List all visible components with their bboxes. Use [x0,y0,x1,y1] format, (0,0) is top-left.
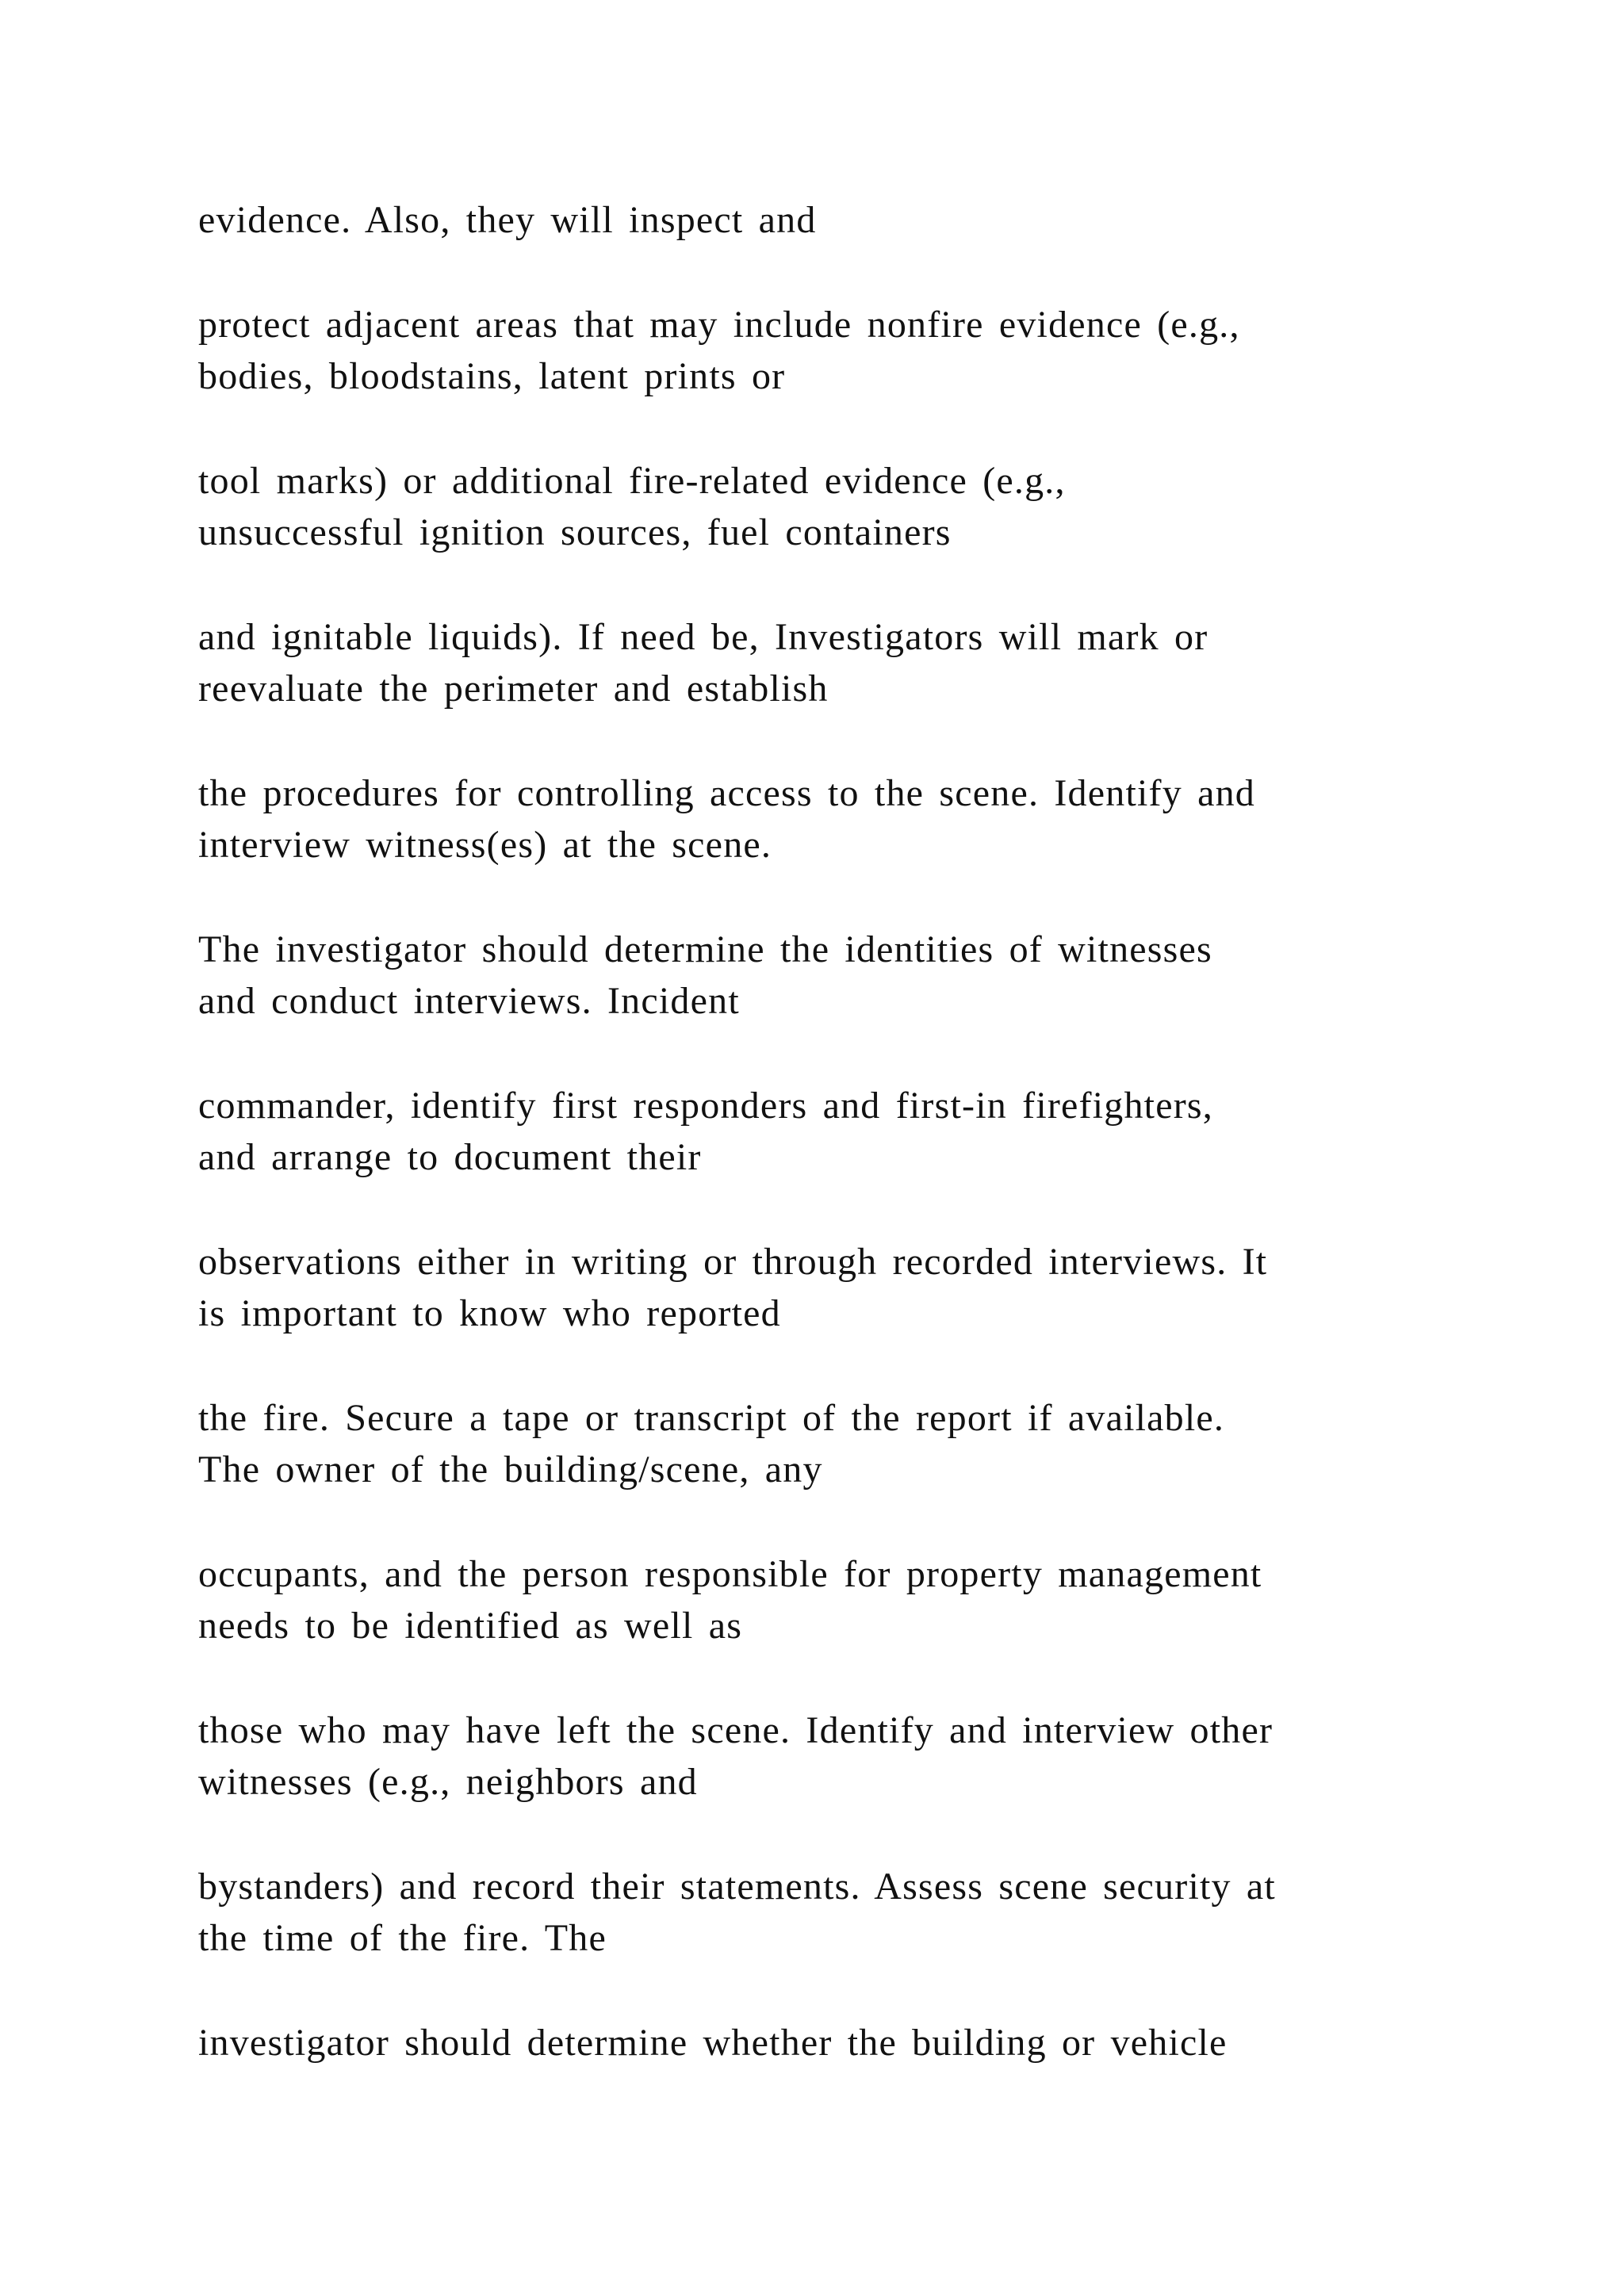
document-body [198,194,1467,2122]
text-line: bystanders) and record their statements. Assess scene security at [198,1866,1276,1908]
paragraph-9 [198,1392,1467,1495]
text-line: observations either in writing or through recorded interviews. It [198,1241,1268,1283]
text-line: the time of the fire. The [198,1917,607,1959]
paragraph-8 [198,1236,1467,1339]
text-line: bodies, bloodstains, latent prints or [198,355,786,397]
text-line: evidence. Also, they will inspect and [198,199,817,241]
text-line: occupants, and the person responsible for property management [198,1553,1262,1595]
text-line: and ignitable liquids). If need be, Investigators will mark or [198,616,1208,658]
paragraph-4 [198,611,1467,714]
text-line: unsuccessful ignition sources, fuel containers [198,511,952,553]
paragraph-5 [198,767,1467,871]
text-line: and arrange to document their [198,1136,702,1178]
text-line: the fire. Secure a tape or transcript of the report if available. [198,1397,1225,1439]
paragraph-1 [198,194,1467,246]
text-line: The owner of the building/scene, any [198,1448,823,1490]
paragraph-11 [198,1705,1467,1808]
text-line: those who may have left the scene. Identify and interview other [198,1709,1274,1751]
text-line: witnesses (e.g., neighbors and [198,1761,698,1803]
paragraph-3 [198,455,1467,558]
text-line: protect adjacent areas that may include nonfire evidence (e.g., [198,304,1240,346]
text-line: commander, identify first responders and first-in firefighters, [198,1085,1213,1127]
text-line: needs to be identified as well as [198,1605,743,1647]
paragraph-13 [198,2017,1467,2068]
paragraph-7 [198,1080,1467,1183]
paragraph-6 [198,924,1467,1027]
text-line: is important to know who reported [198,1292,781,1334]
paragraph-2 [198,299,1467,402]
text-line: reevaluate the perimeter and establish [198,668,829,710]
text-line: the procedures for controlling access to the scene. Identify and [198,772,1256,814]
paragraph-12 [198,1861,1467,1964]
paragraph-10 [198,1548,1467,1651]
text-line: The investigator should determine the identities of witnesses [198,928,1212,970]
text-line: interview witness(es) at the scene. [198,824,772,866]
text-line: and conduct interviews. Incident [198,980,740,1022]
text-line: investigator should determine whether the building or vehicle [198,2022,1228,2064]
text-line: tool marks) or additional fire-related evidence (e.g., [198,460,1066,502]
